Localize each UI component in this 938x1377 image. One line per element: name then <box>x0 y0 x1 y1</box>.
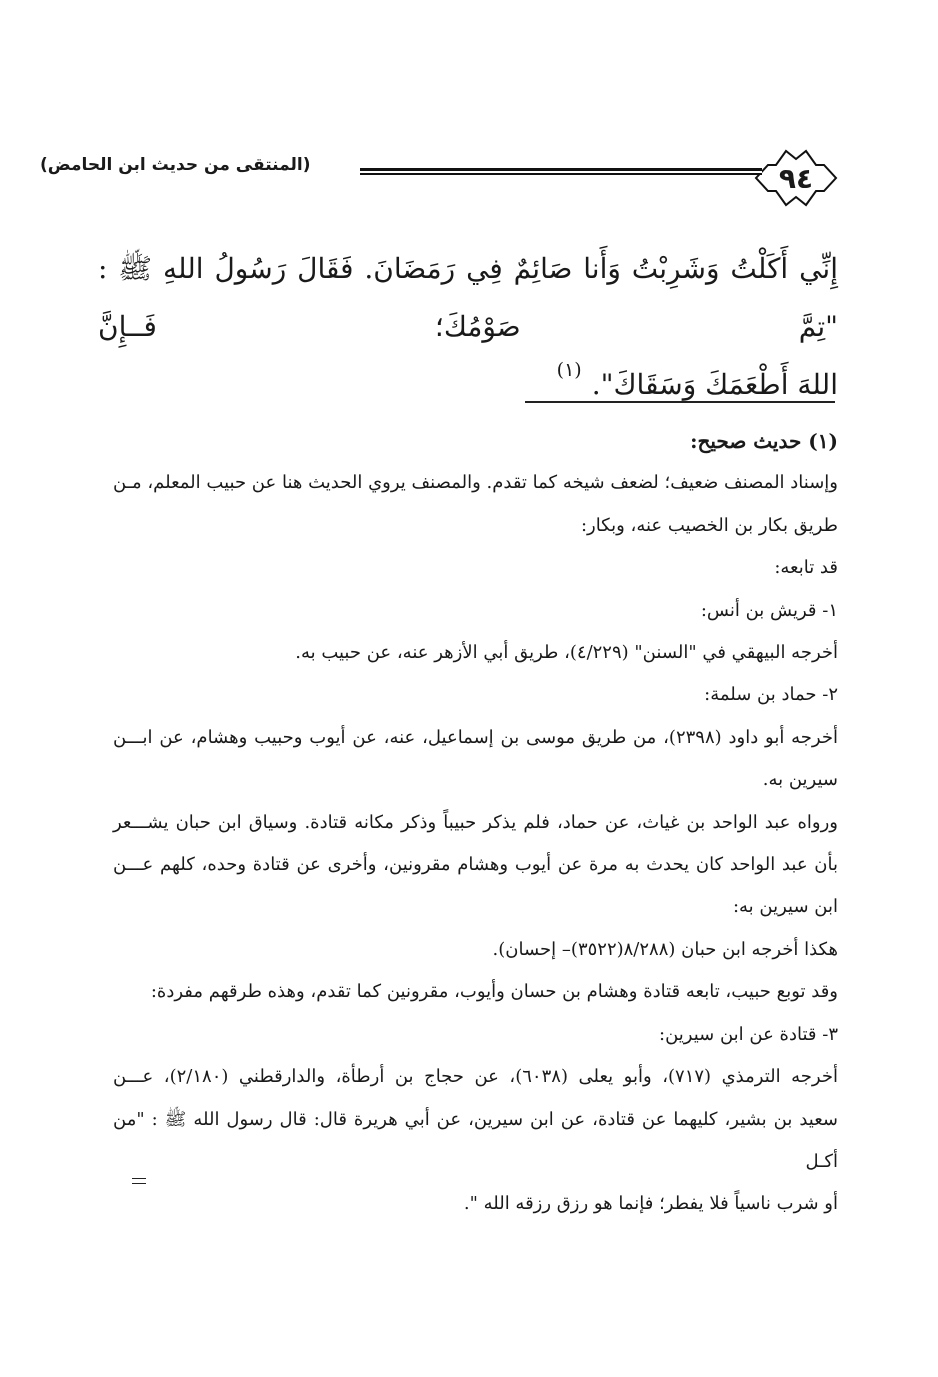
footnote-line: ١- قريش بن أنس: <box>700 599 838 621</box>
footnote-line: وإسناد المصنف ضعيف؛ لضعف شيخه كما تقدم. والمصنف يروي الحديث هنا عن حبيب المعلم، مـن <box>113 472 838 494</box>
footnote-line: سعيد بن بشير، كليهما عن قتادة، عن ابن سيرين، عن أبي هريرة قال: قال رسول الله ﷺ : "من أكـل <box>113 1108 838 1172</box>
footnotes <box>113 420 838 1226</box>
footnote-line: أخرجه الترمذي (٧١٧)، وأبو يعلى (٦٠٣٨)، عن حجاج بن أرطأة، والدارقطني (٢/١٨٠)، عـــن <box>113 1066 838 1088</box>
footnote-line: بأن عبد الواحد كان يحدث به مرة عن أيوب وهشام مقرونين، وأخرى عن قتادة وحده، كلهم عـــن <box>113 854 838 876</box>
footnote-line: ورواه عبد الواحد بن غياث، عن حماد، فلم يذكر حبيباً وذكر مكانه قتادة. وسياق ابن حبان يشـــعر <box>113 811 838 833</box>
footnote-line: سيرين به. <box>762 769 838 791</box>
page-number-badge <box>752 145 840 211</box>
footnote-reference: (١) <box>556 359 582 381</box>
footnote-line: أو شرب ناسياً فلا يفطر؛ فإنما هو رزق رزقه الله ". <box>463 1193 838 1215</box>
main-line-text: اللهَ أَطْعَمَكَ وَسَقَاكَ". <box>591 368 838 401</box>
footnote-line: ٢- حماد بن سلمة: <box>704 684 838 706</box>
main-line: إِنِّي أَكَلْتُ وَشَرِبْتُ وَأَنا صَائِمٌ فِي رَمَضَانَ. فَقَالَ رَسُولُ اللهِ ﷺ : "تِمَّ صَوْمُكَ؛ فَــإِنَّ <box>98 252 838 343</box>
footnote-line: ابن سيرين به: <box>732 896 838 918</box>
footnote-line: أخرجه أبو داود (٢٣٩٨)، من طريق موسى بن إسماعيل، عنه، عن أيوب وحبيب وهشام، عن ابـــن <box>113 726 838 748</box>
footnote-line: هكذا أخرجه ابن حبان (٨/٢٨٨(٣٥٢٢)– إحسان). <box>492 938 838 960</box>
footnote-line: طريق بكار بن الخصيب عنه، وبكار: <box>580 514 838 536</box>
footnote-heading: (١) حديث صحيح: <box>690 429 838 453</box>
running-title: (المنتقى من حديث ابن الحامض) <box>40 155 311 175</box>
page-number: ٩٤ <box>778 161 814 195</box>
footnote-line: أخرجه البيهقي في "السنن" (٤/٢٢٩)، طريق أبي الأزهر عنه، عن حبيب به. <box>295 642 838 664</box>
header-rule <box>360 168 762 175</box>
main-line-last <box>98 356 838 417</box>
footnote-separator <box>525 401 835 403</box>
page-header <box>40 145 840 215</box>
end-mark-icon <box>132 1178 146 1184</box>
footnote-line: وقد توبع حبيب، تابعه قتادة وهشام بن حسان وأيوب، مقرونين كما تقدم، وهذه طرقهم مفردة: <box>150 981 838 1003</box>
footnote-line: قد تابعه: <box>774 557 838 579</box>
main-hadith-text <box>98 240 838 417</box>
footnote-line: ٣- قتادة عن ابن سيرين: <box>659 1023 838 1045</box>
